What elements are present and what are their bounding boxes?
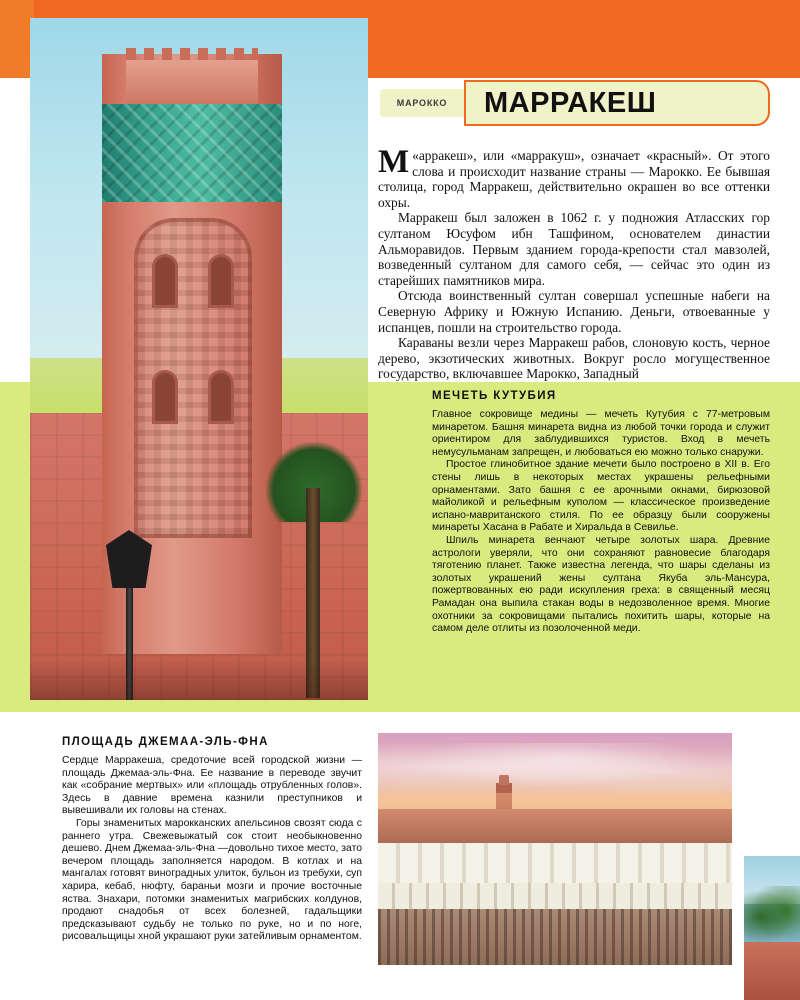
koutoubia-paragraph-3: Шпиль минарета венчают четыре золотых шара. Древние астрологи уверяли, что они сохраняют равновесие благодаря тяготению планет. Также известна легенда, что шары сделаны из золотых украшений жены султана Якуба эль-Мансура, пожертвованных ею ради искупления греха: в священный месяц Рамадан она выпила стакан воды в недозволенное время. Многие охотники за сокровищами пытались похитить шары, которые на самом деле отлиты из позолоченной меди. xyxy=(432,534,770,635)
page-title xyxy=(464,80,770,126)
koutoubia-paragraph-2: Простое глинобитное здание мечети было построено в XII в. Его стены лишь в некоторых местах украшены рельефными орнаментами. Зато башня с ее арочными окнами, бирюзовой майоликой и рельефным куполом — классическое произведение испано-мавританского стиля. По ее образцу были сооружены минареты Хасана в Рабате и Хиральда в Севилье. xyxy=(432,459,770,534)
minaret-cap xyxy=(126,60,258,106)
square-photo-clouds xyxy=(378,743,732,795)
intro-paragraph-1 xyxy=(378,144,770,210)
city-wall-palms-photo xyxy=(744,856,800,1000)
koutoubia-minaret-photo xyxy=(30,18,368,700)
jemaa-heading: ПЛОЩАДЬ ДЖЕМАА-ЭЛЬ-ФНА xyxy=(62,736,269,748)
minaret-window xyxy=(152,254,178,308)
minaret-window xyxy=(208,370,234,424)
country-badge xyxy=(380,89,464,117)
jemaa-body xyxy=(62,755,362,944)
intro-paragraph-4: Караваны везли через Марракеш рабов, слоновую кость, черное дерево, экзотических животных. Вокруг росло могущественное государство, включавшее Марокко, Западный xyxy=(378,335,770,382)
page-title-label: МАРРАКЕШ xyxy=(484,86,657,119)
country-badge-label: МАРОККО xyxy=(396,98,448,108)
green-background-band-lower xyxy=(0,700,800,710)
open-quote: « xyxy=(412,148,419,163)
intro-paragraph-3: Отсюда воинственный султан совершал успешные набеги на Северную Африку и Южную Испанию. Деньги, отвоеванные у испанцев, пошли на строительство города. xyxy=(378,288,770,335)
jemaa-section xyxy=(62,736,362,944)
drop-cap: М xyxy=(378,144,410,180)
koutoubia-heading: МЕЧЕТЬ КУТУБИЯ xyxy=(432,390,557,402)
intro-text-column xyxy=(378,144,770,382)
article-title-block xyxy=(380,80,770,126)
koutoubia-body xyxy=(432,409,770,636)
intro-paragraph-1-text: арракеш», или «марракуш», означает «красный». От этого слова и происходит название страны — Марокко. Ее бывшая столица, город Марракеш, действительно окрашен во все оттенки охры. xyxy=(378,148,770,210)
strip-photo-palms xyxy=(744,886,800,948)
jemaa-paragraph-2: Горы знаменитых марокканских апельсинов свозят сюда с раннего утра. Свежевыжатый сок стоит необыкновенно дешево. Днем Джемаа-эль-Фна —довольно тихое место, зато вечером площадь заполняется народом. В котлах и на мангалах готовят виноградных улиток, бульон из требухи, суп харира, кебаб, нюфту, бараньи мозги и прочие восточные яства. Знахари, потомки знаменитых магрибских колдунов, продают снадобья от всех болезней, гадальщики предсказывают судьбу не только по руке, но и по ноге, рисовальщицы хной украшают руки затейливым орнаментом. xyxy=(62,817,362,943)
jemaa-el-fna-square-photo xyxy=(378,733,732,965)
strip-photo-wall xyxy=(744,942,800,1000)
square-photo-crowd xyxy=(378,909,732,965)
minaret-window xyxy=(208,254,234,308)
minaret-tile-band xyxy=(102,104,282,202)
intro-paragraph-2: Марракеш был заложен в 1062 г. у подножия Атласских гор султаном Юсуфом ибн Ташфином, основателем династии Альморавидов. Первым зданием города-крепости стал мавзолей, возведенный султаном для самого себя, — сейчас это один из старейших памятников мира. xyxy=(378,210,770,288)
koutoubia-paragraph-1: Главное сокровище медины — мечеть Кутубия с 77-метровым минаретом. Башня минарета видна из любой точки города и служит ориентиром для заблудившихся туристов. Вход в мечеть немусульманам запрещен, и любоваться ею можно только снаружи. xyxy=(432,409,770,458)
koutoubia-section xyxy=(432,390,770,636)
jemaa-paragraph-1: Сердце Марракеша, средоточие всей городской жизни — площадь Джемаа-эль-Фна. Ее название в переводе звучит как «собрание мертвых» или «площадь отрубленных голов». Здесь в давние времена казнили преступников и вывешивали их головы на стенах. xyxy=(62,755,362,817)
minaret-window xyxy=(152,370,178,424)
header-left-strip xyxy=(0,0,34,78)
photo-foreground-shadow xyxy=(30,660,368,700)
